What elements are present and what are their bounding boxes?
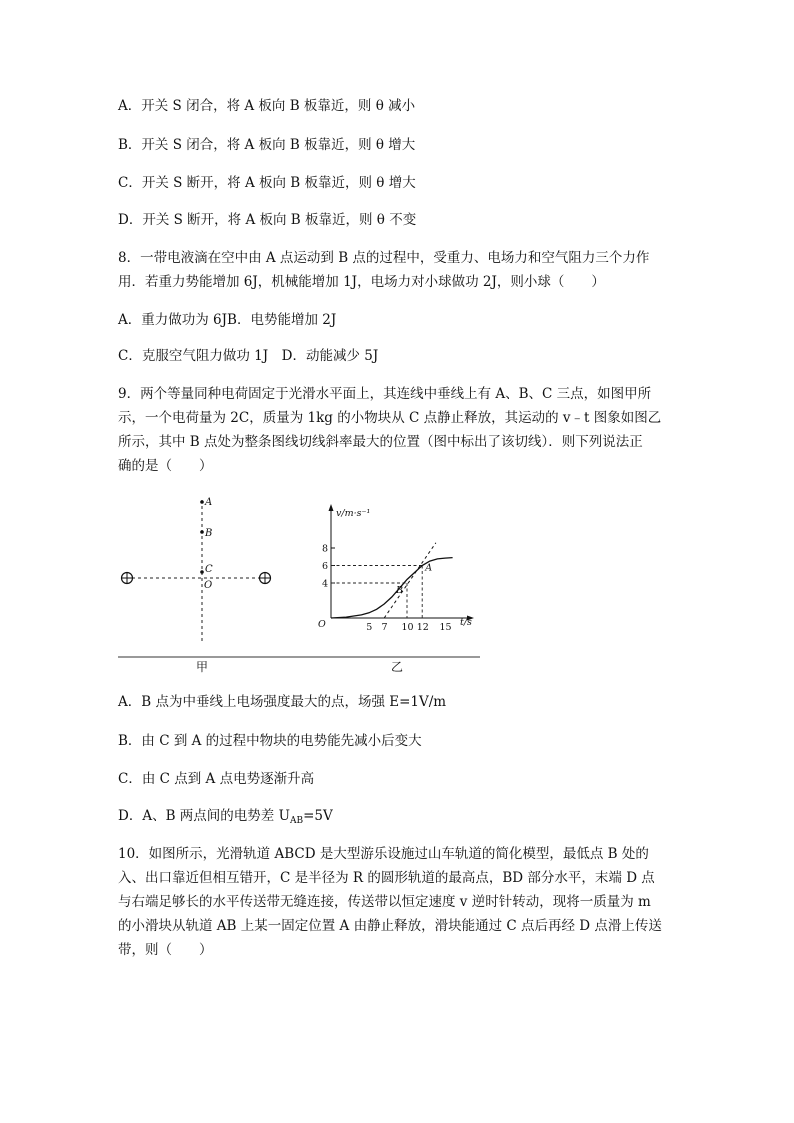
figure-jia	[122, 497, 271, 642]
label-c: C	[205, 564, 213, 575]
caption-yi: 乙	[391, 660, 404, 674]
x-tick-label: 15	[439, 622, 452, 633]
point-b-dot	[200, 530, 204, 534]
q9-stem-line2: 示，一个电荷量为 2C，质量为 1kg 的小物块从 C 点静止释放，其运动的 v﹣t 图象如图乙	[118, 410, 662, 426]
x-tick-label: 7	[381, 622, 388, 633]
q8-stem-line1: 8．一带电液滴在空中由 A 点运动到 B 点的过程中，受重力、电场力和空气阻力三个力作	[118, 250, 650, 266]
label-a: A	[205, 497, 213, 508]
q9-option-d-value: =5V	[303, 808, 333, 824]
q8-stem-line2: 用．若重力势能增加 6J，机械能增加 1J，电场力对小球做功 2J，则小球（ ）	[118, 274, 605, 290]
q10-stem-line1: 10．如图所示，光滑轨道 ABCD 是大型游乐设施过山车轨道的简化模型，最低点 B 处的	[118, 846, 649, 862]
y-tick-label: 4	[322, 578, 329, 590]
q10-stem-line3: 与右端足够长的水平传送带无缝连接，传送带以恒定速度 v 逆时针转动，现将一质量为 m	[118, 894, 651, 910]
caption-jia: 甲	[196, 660, 209, 674]
x-tick-label: 10	[401, 622, 414, 633]
positive-charge-right-icon	[260, 573, 271, 584]
y-tick-label: 8	[322, 543, 329, 555]
label-b: B	[205, 528, 213, 539]
label-o: O	[204, 580, 213, 591]
q10-stem-line2: 入、出口靠近但相互错开，C 是半径为 R 的圆形轨道的最高点，BD 部分水平，末端 D 点	[118, 870, 655, 886]
q10-stem-line5: 带，则（ ）	[118, 942, 213, 958]
q9-figure	[118, 492, 480, 674]
point-b-label: B	[396, 585, 403, 596]
y-axis-label: v/m·s⁻¹	[336, 508, 371, 519]
q9-option-b: B．由 C 到 A 的过程中物块的电势能先减小后变大	[118, 733, 422, 749]
x-axis-label: t/s	[460, 617, 472, 628]
q9-option-d-subscript: AB	[289, 816, 304, 826]
tangent-line-at-b	[384, 543, 436, 618]
x-tick-label: 5	[366, 622, 373, 633]
q9-option-d	[118, 806, 333, 831]
q9-stem-line4: 确的是（ ）	[118, 458, 213, 474]
q9-stem-line1: 9．两个等量同种电荷固定于光滑水平面上，其连线中垂线上有 A、B、C 三点，如图甲所	[118, 386, 652, 402]
y-tick-label: 6	[322, 561, 329, 572]
q10-stem-line4: 的小滑块从轨道 AB 上某一固定位置 A 由静止释放，滑块能通过 C 点后再经 D 点滑上传送	[118, 918, 662, 934]
origin-label: O	[318, 619, 326, 630]
x-tick-label: 12	[416, 622, 429, 633]
q7-option-a: A．开关 S 闭合，将 A 板向 B 板靠近，则 θ 减小	[118, 98, 416, 114]
q7-option-c: C．开关 S 断开，将 A 板向 B 板靠近，则 θ 增大	[118, 175, 416, 191]
q7-option-b: B．开关 S 闭合，将 A 板向 B 板靠近，则 θ 增大	[118, 137, 416, 153]
q7-option-d: D．开关 S 断开，将 A 板向 B 板靠近，则 θ 不变	[118, 212, 417, 228]
positive-charge-left-icon	[122, 573, 133, 584]
q9-stem-line3: 所示，其中 B 点处为整条图线切线斜率最大的位置（图中标出了该切线）．则下列说法正	[118, 434, 643, 450]
q8-option-ab: A．重力做功为 6JB．电势能增加 2J	[118, 312, 337, 328]
q9-option-c: C．由 C 点到 A 点电势逐渐升高	[118, 771, 315, 787]
q9-option-d-text: D．A、B 两点间的电势差 U	[118, 808, 290, 824]
q8-option-cd: C．克服空气阻力做功 1J D．动能减少 5J	[118, 348, 379, 364]
point-c-dot	[200, 570, 204, 574]
vt-curve	[331, 558, 453, 618]
y-axis-arrow	[329, 504, 334, 511]
q9-option-a: A．B 点为中垂线上电场强度最大的点，场强 E=1V/m	[118, 694, 447, 710]
point-a-label: A	[425, 562, 433, 574]
figure-yi	[318, 504, 474, 633]
point-a-dot	[200, 500, 204, 504]
